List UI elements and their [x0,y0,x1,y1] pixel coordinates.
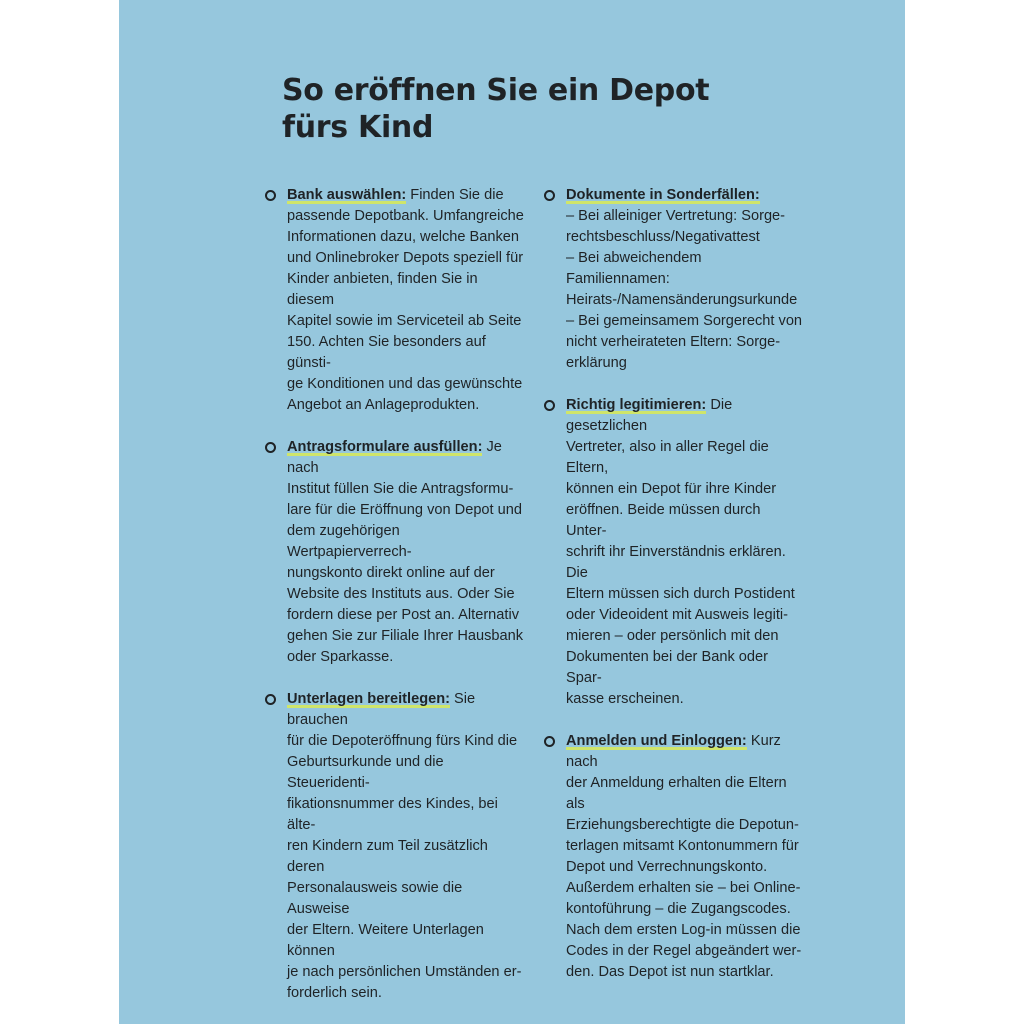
step-text [287,691,521,1001]
steps-column-left [264,185,526,1025]
circle-bullet-icon [544,736,555,747]
step-dokumente-sonderfaelle [543,185,805,374]
step-heading: Anmelden und Einloggen: [566,733,747,749]
circle-bullet-icon [265,190,276,201]
step-description: Je nach Institut füllen Sie die Antragsformu- lare für die Eröffnung von Depot und dem zugehörigen Wertpapierverrech- nungskonto direkt online auf der Website des Instituts aus. Oder Sie fordern diese per Post an. Alternativ gehen Sie zur Filiale Ihrer Hausbank oder Sparkasse. [287,439,524,665]
step-anmelden-einloggen [543,731,805,983]
circle-bullet-icon [265,442,276,453]
step-heading: Dokumente in Sonderfällen: [566,187,760,203]
steps-column-right [543,185,805,1004]
step-text [566,187,802,371]
step-description: Kurz nach der Anmeldung erhalten die Eltern als Erziehungsberechtigte die Depotun- terlagen mitsamt Kontonummern für Depot und Verrechnungskonto. Außerdem erhalten sie – bei Online- kontoführung – die Zugangscodes. Nach dem ersten Log-in müssen die Codes in der Regel abgeändert wer- den. Das Depot ist nun startklar. [566,733,802,980]
step-heading: Bank auswählen: [287,187,407,203]
step-heading: Richtig legitimieren: [566,397,707,413]
step-richtig-legitimieren [543,395,805,710]
step-description: Sie brauchen für die Depoteröffnung fürs Kind die Geburtsurkunde und die Steueridenti- fikationsnummer des Kindes, bei älte- ren Kindern zum Teil zusätzlich deren Personalausweis sowie die Ausweise der Eltern. Weitere Unterlagen können je nach persönlichen Umständen er- forderlich sein. [287,691,522,1001]
step-heading: Antragsformulare ausfüllen: [287,439,483,455]
step-text [287,439,523,665]
step-description: Die gesetzlichen Vertreter, also in aller Regel die Eltern, können ein Depot für ihre Kinder eröffnen. Beide müssen durch Unter- schrift ihr Einverständnis erklären. Die Eltern müssen sich durch Postident oder Videoident mit Ausweis legiti- mieren – oder persönlich mit den Dokumenten bei der Bank oder Spar- kasse erscheinen. [566,397,795,707]
circle-bullet-icon [544,190,555,201]
circle-bullet-icon [265,694,276,705]
step-heading: Unterlagen bereitlegen: [287,691,450,707]
step-text [566,397,795,707]
circle-bullet-icon [544,400,555,411]
step-description: – Bei alleiniger Vertretung: Sorge- rechtsbeschluss/Negativattest – Bei abweichendem Familiennamen: Heirats-/Namensänderungsurkunde – Bei gemeinsamem Sorgerecht von nicht verheirateten Eltern: Sorge- erklärung [566,208,803,371]
step-unterlagen [264,689,526,1004]
page-title: So eröffnen Sie ein Depot fürs Kind [282,73,710,145]
step-bank-auswaehlen [264,185,526,416]
step-text [287,187,524,413]
step-text [566,733,801,980]
step-antragsformulare [264,437,526,668]
step-description: Finden Sie die passende Depotbank. Umfangreiche Informationen dazu, welche Banken und Onlinebroker Depots speziell für Kinder anbieten, finden Sie in diesem Kapitel sowie im Serviceteil ab Seite 150. Achten Sie besonders auf günsti- ge Konditionen und das gewünschte Angebot an Anlageprodukten. [287,187,524,413]
